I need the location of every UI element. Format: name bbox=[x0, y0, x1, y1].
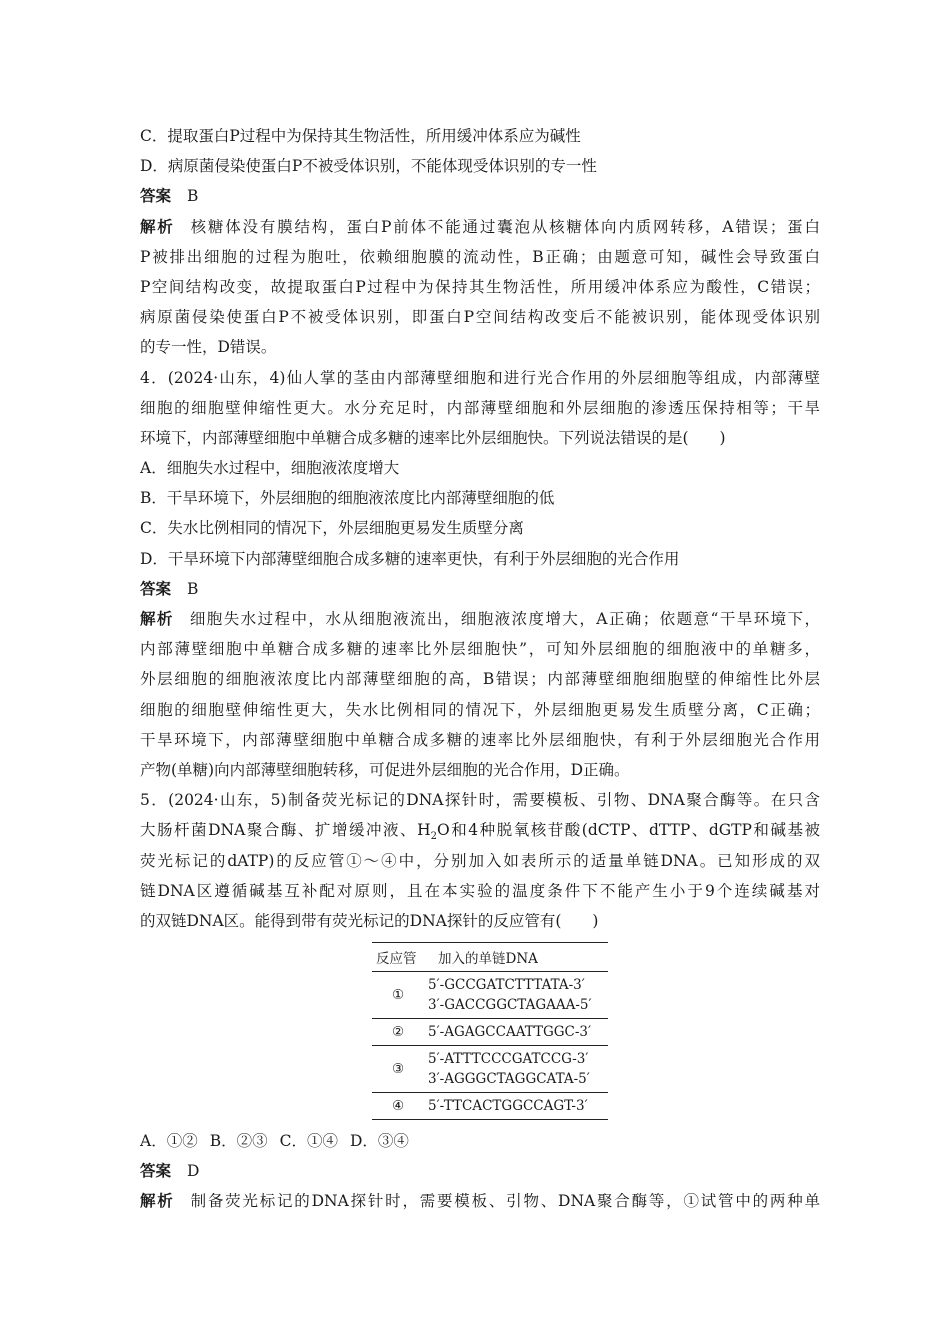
tube-cell: ③ bbox=[372, 1046, 424, 1093]
table-row bbox=[372, 1046, 608, 1093]
dna-table bbox=[372, 942, 608, 1120]
table-row bbox=[372, 972, 608, 1019]
q3-analysis-line: 的专一性，D错误。 bbox=[140, 338, 277, 357]
subscript-2: 2 bbox=[430, 831, 437, 843]
q4-analysis-line: 干旱环境下，内部薄壁细胞中单糖合成多糖的速率比外层细胞快，有利于外层细胞光合作用 bbox=[140, 730, 820, 749]
q5-option-d: D．③④ bbox=[349, 1132, 409, 1151]
q5-option-a: A．①② bbox=[140, 1132, 198, 1151]
analysis-text: 核糖体没有膜结构，蛋白P前体不能通过囊泡从核糖体向内质网转移，A错误；蛋白 bbox=[190, 217, 820, 236]
q4-analysis-line: 内部薄壁细胞中单糖合成多糖的速率比外层细胞快”，可知外层细胞的细胞液中的单糖多， bbox=[140, 640, 820, 659]
table-row bbox=[372, 1019, 608, 1046]
q5-analysis-line bbox=[140, 1186, 820, 1216]
q5-stem-line: 5．(2024·山东，5)制备荧光标记的DNA探针时，需要模板、引物、DNA聚合酶等。在只含 bbox=[140, 791, 820, 810]
analysis-label: 解析 bbox=[140, 216, 175, 236]
q5-stem-text: 大肠杆菌DNA聚合酶、扩增缓冲液、H bbox=[140, 821, 431, 840]
q3-answer bbox=[140, 181, 820, 211]
header-dna: 加入的单链DNA bbox=[424, 943, 608, 972]
sequence: 5′-ATTTCCCGATCCG-3′ bbox=[428, 1051, 589, 1068]
tube-cell: ① bbox=[372, 972, 424, 1019]
q5-stem-line: 的双链DNA区。能得到带有荧光标记的DNA探针的反应管有( ) bbox=[140, 911, 599, 930]
answer-value: D bbox=[187, 1162, 200, 1181]
q5-stem-line bbox=[140, 815, 820, 845]
sequence: 5′-AGAGCCAATTGGC-3′ bbox=[428, 1024, 592, 1041]
q5-option-b: B．②③ bbox=[209, 1132, 268, 1151]
q4-stem-line: 细胞的细胞壁伸缩性更大。水分充足时，内部薄壁细胞和外层细胞的渗透压保持相等；干旱 bbox=[140, 398, 820, 417]
q5-option-c: C．①④ bbox=[279, 1132, 338, 1151]
q3-option-c: C．提取蛋白P过程中为保持其生物活性，所用缓冲体系应为碱性 bbox=[140, 127, 581, 145]
q4-option-d: D．干旱环境下内部薄壁细胞合成多糖的速率更快，有利于外层细胞的光合作用 bbox=[140, 549, 680, 568]
sequence-cell bbox=[424, 1046, 608, 1093]
answer-label: 答案 bbox=[140, 578, 172, 598]
tube-cell: ② bbox=[372, 1019, 424, 1046]
analysis-text: 制备荧光标记的DNA探针时，需要模板、引物、DNA聚合酶等，①试管中的两种单 bbox=[190, 1192, 820, 1211]
answer-value: B bbox=[187, 187, 199, 206]
sequence: 5′-GCCGATCTTTATA-3′ bbox=[428, 977, 585, 994]
table-header-row bbox=[372, 943, 608, 972]
answer-label: 答案 bbox=[140, 186, 172, 206]
analysis-label: 解析 bbox=[140, 609, 174, 628]
q3-analysis-line: P空间结构改变，故提取蛋白P过程中为保持其生物活性，所用缓冲体系应为酸性，C错误； bbox=[140, 277, 820, 296]
q4-option-a: A．细胞失水过程中，细胞液浓度增大 bbox=[140, 459, 400, 478]
q4-answer bbox=[140, 574, 820, 604]
sequence-cell bbox=[424, 1019, 608, 1046]
tube-cell: ④ bbox=[372, 1093, 424, 1120]
q3-analysis-line: 病原菌侵染使蛋白P不被受体识别，即蛋白P空间结构改变后不能被识别，能体现受体识别 bbox=[140, 308, 820, 327]
answer-value: B bbox=[187, 579, 199, 598]
q4-option-b: B．干旱环境下，外层细胞的细胞液浓度比内部薄壁细胞的低 bbox=[140, 489, 555, 508]
q3-option-d: D．病原菌侵染使蛋白P不被受体识别，不能体现受体识别的专一性 bbox=[140, 157, 597, 176]
q4-stem-line: 环境下，内部薄壁细胞中单糖合成多糖的速率比外层细胞快。下列说法错误的是( ) bbox=[140, 428, 726, 447]
q5-stem-line: 荧光标记的dATP)的反应管①～④中，分别加入如表所示的适量单链DNA。已知形成的双 bbox=[140, 851, 820, 870]
q4-analysis-line: 产物(单糖)向内部薄壁细胞转移，可促进外层细胞的光合作用，D正确。 bbox=[140, 760, 630, 779]
dna-table-wrapper bbox=[140, 942, 820, 1120]
q3-analysis-line bbox=[140, 212, 820, 242]
sequence-cell bbox=[424, 1093, 608, 1120]
q4-analysis-line: 外层细胞的细胞液浓度比内部薄壁细胞的高，B错误；内部薄壁细胞细胞壁的伸缩性比外层 bbox=[140, 670, 820, 689]
sequence: 3′-AGGGCTAGGCATA-5′ bbox=[428, 1071, 590, 1088]
sequence: 3′-GACCGGCTAGAAA-5′ bbox=[428, 997, 592, 1014]
q4-stem-line: 4．(2024·山东，4)仙人掌的茎由内部薄壁细胞和进行光合作用的外层细胞等组成，内部薄壁 bbox=[140, 368, 820, 387]
answer-label: 答案 bbox=[140, 1161, 172, 1181]
q5-answer bbox=[140, 1156, 820, 1186]
analysis-text: 细胞失水过程中，水从细胞液流出，细胞液浓度增大，A正确；依题意“干旱环境下， bbox=[189, 610, 820, 628]
q5-stem-text: O和4种脱氧核苷酸(dCTP、dTTP、dGTP和碱基被 bbox=[436, 821, 820, 840]
analysis-label: 解析 bbox=[140, 1191, 175, 1211]
sequence: 5′-TTCACTGGCCAGT-3′ bbox=[428, 1098, 588, 1115]
q4-analysis-line: 细胞的细胞壁伸缩性更大，失水比例相同的情况下，外层细胞更易发生质壁分离，C正确； bbox=[140, 700, 820, 719]
header-tube: 反应管 bbox=[372, 943, 424, 972]
q5-options bbox=[140, 1126, 820, 1156]
table-row bbox=[372, 1093, 608, 1120]
sequence-cell bbox=[424, 972, 608, 1019]
page-content bbox=[140, 121, 820, 1217]
q5-stem-line: 链DNA区遵循碱基互补配对原则，且在本实验的温度条件下不能产生小于9个连续碱基对 bbox=[140, 881, 820, 900]
q4-option-c: C．失水比例相同的情况下，外层细胞更易发生质壁分离 bbox=[140, 519, 524, 538]
q4-analysis-line bbox=[140, 604, 820, 634]
q3-analysis-line: P被排出细胞的过程为胞吐，依赖细胞膜的流动性，B正确；由题意可知，碱性会导致蛋白 bbox=[140, 247, 820, 266]
